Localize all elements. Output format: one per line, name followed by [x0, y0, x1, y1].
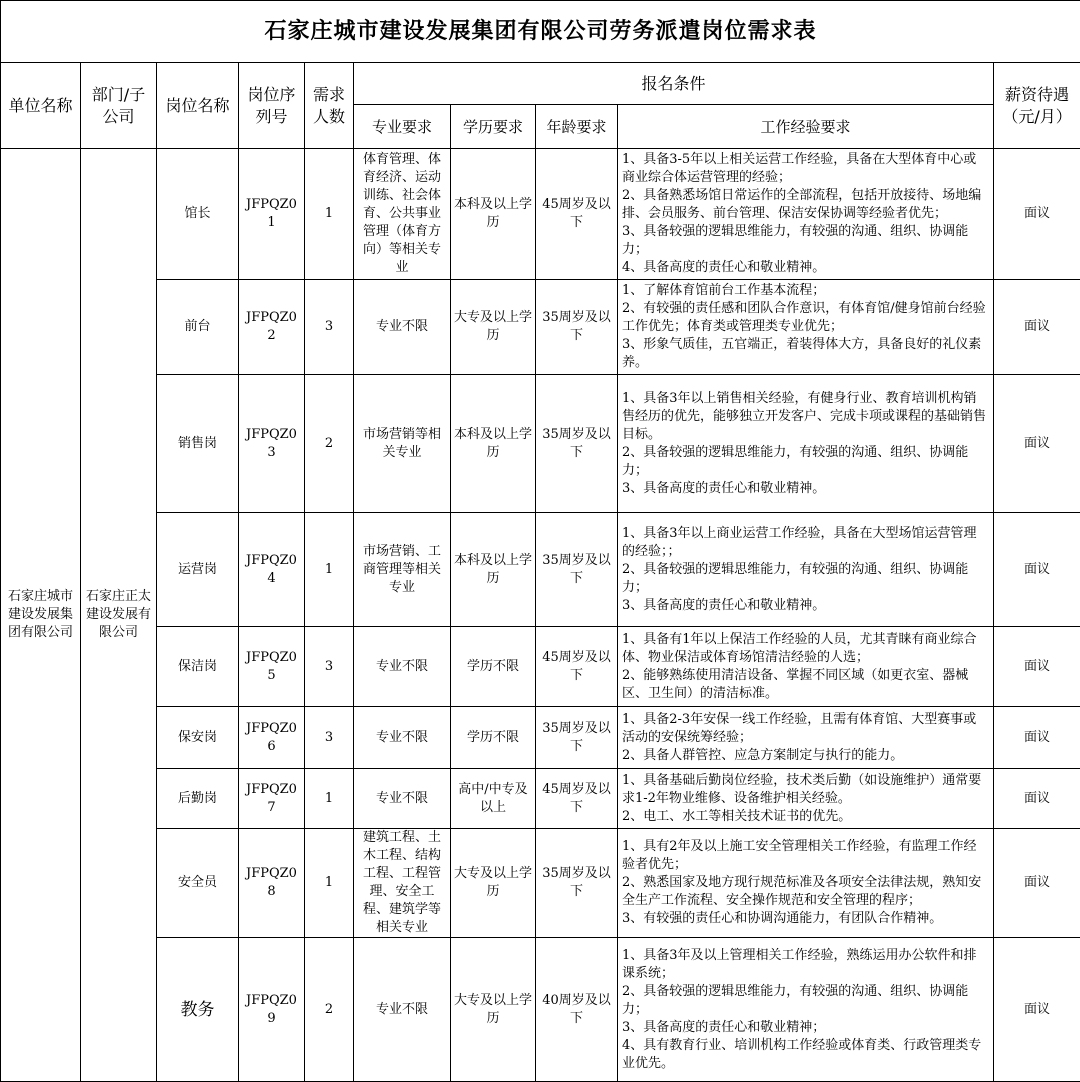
education-requirement-cell: 本科及以上学历	[451, 375, 536, 513]
salary-cell: 面议	[994, 375, 1080, 513]
education-requirement-cell: 本科及以上学历	[451, 513, 536, 627]
position-code-cell: JFPQZ06	[239, 707, 305, 769]
position-code-cell: JFPQZ05	[239, 627, 305, 707]
header-salary: 薪资待遇（元/月）	[994, 63, 1080, 149]
position-code-cell: JFPQZ01	[239, 149, 305, 280]
position-code-cell: JFPQZ08	[239, 829, 305, 938]
age-requirement-cell: 35周岁及以下	[536, 707, 618, 769]
age-requirement-cell: 40周岁及以下	[536, 938, 618, 1082]
age-requirement-cell: 35周岁及以下	[536, 375, 618, 513]
experience-requirement-cell: 1、具备2-3年安保一线工作经验，且需有体育馆、大型赛事或活动的安保统筹经验； 2、具备人群管控、应急方案制定与执行的能力。	[618, 707, 994, 769]
major-requirement-cell: 体育管理、体育经济、运动训练、社会体育、公共事业管理（体育方向）等相关专业	[354, 149, 451, 280]
position-name-cell: 后勤岗	[157, 769, 239, 829]
experience-requirement-cell: 1、具备基础后勤岗位经验，技术类后勤（如设施维护）通常要求1-2年物业维修、设备维护相关经验。 2、电工、水工等相关技术证书的优先。	[618, 769, 994, 829]
headcount-cell: 1	[305, 513, 354, 627]
experience-requirement-cell: 1、具备有1年以上保洁工作经验的人员，尤其青睐有商业综合体、物业保洁或体育场馆清洁经验的人选； 2、能够熟练使用清洁设备、掌握不同区域（如更衣室、器械区、卫生间）的清洁标准。	[618, 627, 994, 707]
table-row	[1, 627, 1080, 707]
education-requirement-cell: 大专及以上学历	[451, 829, 536, 938]
table-row	[1, 149, 1080, 280]
headcount-cell: 1	[305, 149, 354, 280]
experience-requirement-cell: 1、了解体育馆前台工作基本流程； 2、有较强的责任感和团队合作意识，有体育馆/健身馆前台经验工作优先；体育类或管理类专业优先； 3、形象气质佳，五官端正，着装得体大方，具备良好的礼仪素养。	[618, 280, 994, 375]
major-requirement-cell: 市场营销等相关专业	[354, 375, 451, 513]
education-requirement-cell: 学历不限	[451, 627, 536, 707]
header-unit-name: 单位名称	[1, 63, 81, 149]
experience-requirement-cell: 1、具有2年及以上施工安全管理相关工作经验，有监理工作经验者优先； 2、熟悉国家及地方现行规范标准及各项安全法律法规，熟知安全生产工作流程、安全操作规范和安全管理的程序； 3、有较强的责任心和协调沟通能力，有团队合作精神。	[618, 829, 994, 938]
salary-cell: 面议	[994, 829, 1080, 938]
major-requirement-cell: 建筑工程、土木工程、结构工程、工程管理、安全工程、建筑学等相关专业	[354, 829, 451, 938]
header-department: 部门/子公司	[81, 63, 157, 149]
position-name-cell: 销售岗	[157, 375, 239, 513]
position-name-cell: 保洁岗	[157, 627, 239, 707]
header-position-code: 岗位序列号	[239, 63, 305, 149]
salary-cell: 面议	[994, 707, 1080, 769]
age-requirement-cell: 45周岁及以下	[536, 627, 618, 707]
age-requirement-cell: 45周岁及以下	[536, 769, 618, 829]
education-requirement-cell: 大专及以上学历	[451, 938, 536, 1082]
salary-cell: 面议	[994, 513, 1080, 627]
salary-cell: 面议	[994, 280, 1080, 375]
major-requirement-cell: 专业不限	[354, 769, 451, 829]
position-name-cell: 安全员	[157, 829, 239, 938]
experience-requirement-cell: 1、具备3年及以上管理相关工作经验，熟练运用办公软件和排课系统； 2、具备较强的逻辑思维能力，有较强的沟通、组织、协调能力； 3、具备高度的责任心和敬业精神； 4、具有教育行业、培训机构工作经验或体育类、行政管理类专业优先。	[618, 938, 994, 1082]
position-code-cell: JFPQZ04	[239, 513, 305, 627]
position-name-cell: 运营岗	[157, 513, 239, 627]
position-name-cell: 前台	[157, 280, 239, 375]
position-code-cell: JFPQZ07	[239, 769, 305, 829]
education-requirement-cell: 高中/中专及以上	[451, 769, 536, 829]
header-position-name: 岗位名称	[157, 63, 239, 149]
table-row	[1, 280, 1080, 375]
salary-cell: 面议	[994, 627, 1080, 707]
experience-requirement-cell: 1、具备3年以上商业运营工作经验，具备在大型场馆运营管理的经验；； 2、具备较强的逻辑思维能力，有较强的沟通、组织、协调能力； 3、具备高度的责任心和敬业精神。	[618, 513, 994, 627]
headcount-cell: 1	[305, 829, 354, 938]
position-code-cell: JFPQZ03	[239, 375, 305, 513]
position-name-cell: 教务	[157, 938, 239, 1082]
salary-cell: 面议	[994, 938, 1080, 1082]
headcount-cell: 2	[305, 375, 354, 513]
age-requirement-cell: 45周岁及以下	[536, 149, 618, 280]
headcount-cell: 1	[305, 769, 354, 829]
age-requirement-cell: 35周岁及以下	[536, 829, 618, 938]
major-requirement-cell: 专业不限	[354, 280, 451, 375]
salary-cell: 面议	[994, 769, 1080, 829]
table-row	[1, 513, 1080, 627]
page-title: 石家庄城市建设发展集团有限公司劳务派遣岗位需求表	[1, 1, 1080, 63]
table-row	[1, 769, 1080, 829]
table-row	[1, 375, 1080, 513]
headcount-cell: 3	[305, 280, 354, 375]
header-education: 学历要求	[451, 105, 536, 149]
experience-requirement-cell: 1、具备3-5年以上相关运营工作经验，具备在大型体育中心或商业综合体运营管理的经验； 2、具备熟悉场馆日常运作的全部流程，包括开放接待、场地编排、会员服务、前台管理、保洁安保协调等经验者优先； 3、具备较强的逻辑思维能力，有较强的沟通、组织、协调能力； 4、具备高度的责任心和敬业精神。	[618, 149, 994, 280]
headcount-cell: 2	[305, 938, 354, 1082]
unit-name-cell: 石家庄城市建设发展集团有限公司	[1, 149, 81, 1082]
salary-cell: 面议	[994, 149, 1080, 280]
position-code-cell: JFPQZ02	[239, 280, 305, 375]
header-application-conditions: 报名条件	[354, 63, 994, 105]
header-age: 年龄要求	[536, 105, 618, 149]
headcount-cell: 3	[305, 627, 354, 707]
age-requirement-cell: 35周岁及以下	[536, 513, 618, 627]
major-requirement-cell: 专业不限	[354, 707, 451, 769]
major-requirement-cell: 市场营销、工商管理等相关专业	[354, 513, 451, 627]
header-major: 专业要求	[354, 105, 451, 149]
table-row	[1, 938, 1080, 1082]
education-requirement-cell: 本科及以上学历	[451, 149, 536, 280]
education-requirement-cell: 大专及以上学历	[451, 280, 536, 375]
position-name-cell: 馆长	[157, 149, 239, 280]
position-code-cell: JFPQZ09	[239, 938, 305, 1082]
age-requirement-cell: 35周岁及以下	[536, 280, 618, 375]
major-requirement-cell: 专业不限	[354, 938, 451, 1082]
experience-requirement-cell: 1、具备3年以上销售相关经验，有健身行业、教育培训机构销售经历的优先，能够独立开发客户、完成卡项或课程的基础销售目标。 2、具备较强的逻辑思维能力，有较强的沟通、组织、协调能力； 3、具备高度的责任心和敬业精神。	[618, 375, 994, 513]
table-body	[1, 149, 1080, 1082]
header-headcount: 需求人数	[305, 63, 354, 149]
headcount-cell: 3	[305, 707, 354, 769]
education-requirement-cell: 学历不限	[451, 707, 536, 769]
table-row	[1, 707, 1080, 769]
department-cell: 石家庄正太建设发展有限公司	[81, 149, 157, 1082]
header-experience: 工作经验要求	[618, 105, 994, 149]
major-requirement-cell: 专业不限	[354, 627, 451, 707]
table-row	[1, 829, 1080, 938]
position-name-cell: 保安岗	[157, 707, 239, 769]
